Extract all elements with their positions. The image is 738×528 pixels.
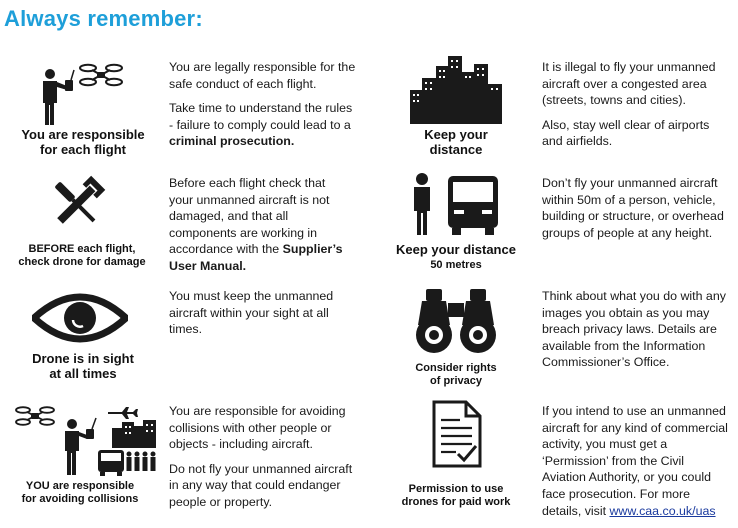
text-permission: If you intend to use an unmanned aircraft for any kind of commercial activity, you must get a ‘Permission’ from the Civil Aviation Authority, or you could face prosecution. For more details, visit www.caa.co.uk/uas [542,404,728,518]
binoculars-icon [414,287,498,355]
caption-check-damage: BEFORE each flight, check drone for damage [18,243,146,268]
text-50m-distance: Don’t fly your unmanned aircraft within 50m of a person, vehicle, building or structure, or overhead groups of people at any height. [542,176,724,240]
caa-uas-link[interactable]: www.caa.co.uk/uas [609,503,716,518]
page-title: Always remember: [4,6,203,31]
caption-avoid-collisions: YOU are responsible for avoiding collisions [21,480,139,505]
caption-distance-50m: Keep your distance 50 metres [396,242,516,272]
permission-document-icon [428,400,484,470]
person-and-bus-icon [410,172,502,236]
caption-privacy: Consider rights of privacy [415,362,497,387]
text-in-sight: You must keep the unmanned aircraft within your sight at all times. [169,289,334,337]
crossed-tools-icon [46,174,108,234]
eye-icon [32,290,128,346]
caption-in-sight: Drone is in sight at all times [32,351,134,382]
text-avoid-collisions: You are responsible for avoiding collisions with other people or objects - including aircraft. Do not fly your unmanned aircraft in any way that could endanger people or property. [169,404,353,509]
caption-keep-distance: Keep your distance [424,127,488,158]
caption-responsible-flight: You are responsible for each flight [21,127,145,158]
city-skyline-icon [410,56,502,124]
text-check-damage: Before each flight check that your unmanned aircraft is not damaged, and that all components are working in accordance with the Supplier’s User Manual. [169,176,343,273]
collision-scene-icon [14,402,160,478]
caption-permission: Permission to use drones for paid work [401,483,511,508]
text-responsible-flight: You are legally responsible for the safe conduct of each flight. Take time to understand the rules - failure to comply could lead to a criminal prosecution. [169,60,356,149]
text-privacy: Think about what you do with any images you obtain as you may breach privacy laws. Details are available from the Information Commissioner’s Office. [542,289,726,370]
text-congested-area: It is illegal to fly your unmanned aircraft over a congested area (streets, towns and cities). Also, stay well clear of airports and airfields. [542,60,716,149]
pilot-with-drone-icon [38,60,128,128]
